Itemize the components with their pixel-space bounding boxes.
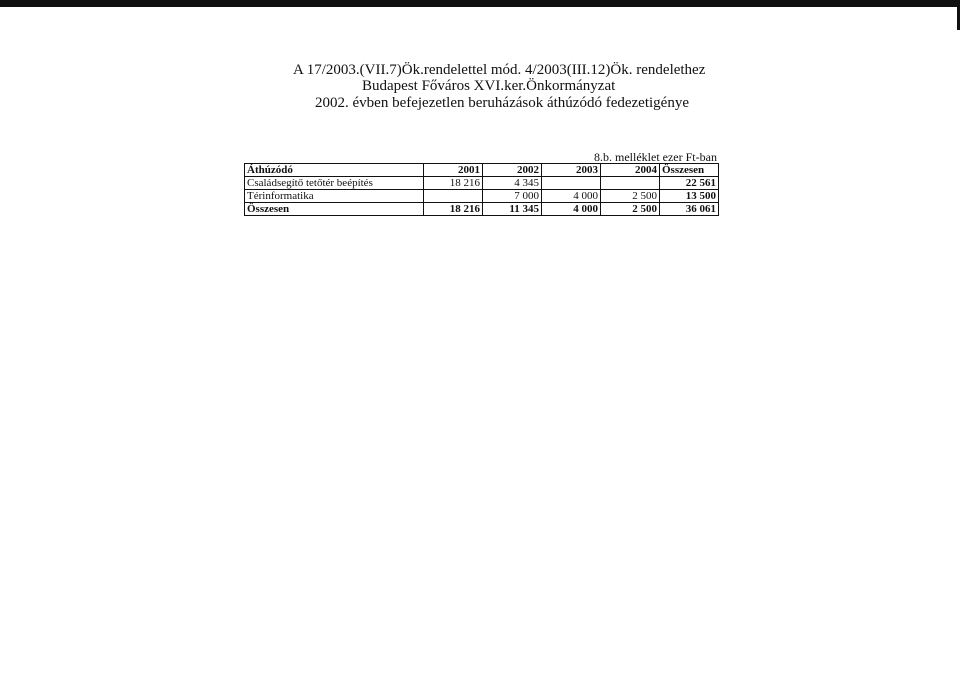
table-row: [245, 190, 719, 203]
table-header-row: [245, 164, 719, 177]
header-document-title: 2002. évben befejezetlen beruházások áthúzódó fedezetigénye: [315, 95, 689, 111]
row-value-2002: 4 345: [483, 177, 542, 190]
header-cell-2002: 2002: [483, 164, 542, 177]
total-row-label: Összesen: [245, 203, 424, 216]
row-value-total: 22 561: [660, 177, 719, 190]
carryover-investment-table: [244, 163, 719, 216]
row-value-total: 13 500: [660, 190, 719, 203]
row-value-2001: 18 216: [424, 177, 483, 190]
row-value-2003: [542, 177, 601, 190]
total-value-2002: 11 345: [483, 203, 542, 216]
header-cell-2001: 2001: [424, 164, 483, 177]
row-value-2004: [601, 177, 660, 190]
row-value-2002: 7 000: [483, 190, 542, 203]
table-row: [245, 177, 719, 190]
row-label: Családsegítő tetőtér beépítés: [245, 177, 424, 190]
total-value-total: 36 061: [660, 203, 719, 216]
header-cell-2003: 2003: [542, 164, 601, 177]
header-cell-category: Áthúzódó: [245, 164, 424, 177]
annex-unit-note: 8.b. melléklet ezer Ft-ban: [594, 150, 717, 164]
total-value-2001: 18 216: [424, 203, 483, 216]
row-value-2001: [424, 190, 483, 203]
table-total-row: [245, 203, 719, 216]
row-value-2004: 2 500: [601, 190, 660, 203]
row-value-2003: 4 000: [542, 190, 601, 203]
header-decree-reference: A 17/2003.(VII.7)Ök.rendelettel mód. 4/2003(III.12)Ök. rendelethez: [293, 62, 706, 78]
row-label: Térinformatika: [245, 190, 424, 203]
header-municipality: Budapest Főváros XVI.ker.Önkormányzat: [362, 78, 616, 94]
header-cell-2004: 2004: [601, 164, 660, 177]
page-top-border: [0, 0, 960, 7]
header-cell-total: Összesen: [660, 164, 719, 177]
total-value-2004: 2 500: [601, 203, 660, 216]
total-value-2003: 4 000: [542, 203, 601, 216]
